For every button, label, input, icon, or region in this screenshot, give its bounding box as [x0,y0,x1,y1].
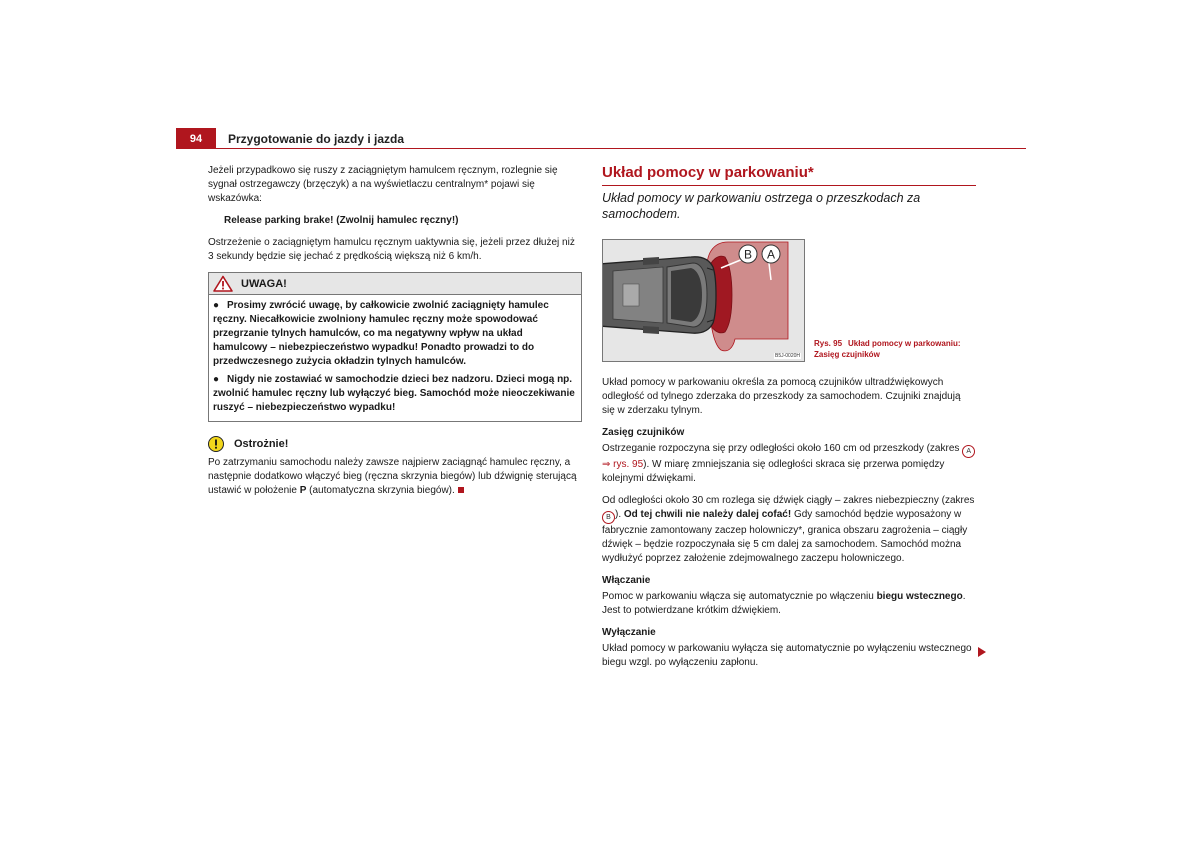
paragraph-handbrake-alarm: Jeżeli przypadkowo się ruszy z zaciągniętym hamulcem ręcznym, rozlegnie się sygnał ostrzegawczy (brzęczyk) a na wyświetlaczu centralnym* pojawi się wskazówka: [208,165,558,204]
caution-text-part: (automatyczna skrzynia biegów). [306,485,455,496]
warning-body [209,295,581,421]
right-column [602,164,976,678]
figure-caption-line1: Układ pomocy w parkowaniu: [848,339,961,348]
parking-sensor-illustration [603,240,804,361]
warning-item [213,373,577,415]
figure-caption-line2: Zasięg czujników [814,350,880,359]
warning-item-text: Prosimy zwrócić uwagę, by całkowicie zwolnić zaciągnięty hamulec ręczny. Niecałkowicie zwolniony hamulec ręczny może spowodować przegrzanie tylnych hamulców, co ma negatywny wpływ na układ hamulcowy – niebezpieczeństwo wypadku! Ponadto prowadzi to do przedwczesnego zużycia okładzin tylnych hamulców. [213,300,549,367]
caution-header [208,436,582,452]
paragraph-intro: Układ pomocy w parkowaniu określa za pomocą czujników ultradźwiękowych odległość od tylnego zderzaka do przeszkody za samochodem. Czujniki znajdują się w zderzaku tylnym. [602,377,961,416]
text-part: ). W miarę zmniejszania się odległości skraca się przerwa pomiędzy kolejnymi dźwiękami. [602,459,945,484]
figure-reference-link[interactable]: ⇒ rys. 95 [602,459,644,470]
figure [602,239,976,362]
section-subtitle: Układ pomocy w parkowaniu ostrzega o przeszkodach za samochodem. [602,191,921,221]
caution-text-part: Po zatrzymaniu samochodu należy zawsze najpierw zaciągnąć hamulec ręczny, a następnie dodatkowo włączyć bieg (ręczna skrzynia biegów) lub dźwignię sterującą ustawić w położenie [208,457,577,496]
warning-item-text: Nigdy nie zostawiać w samochodzie dzieci bez nadzoru. Dzieci mogą np. zwolnić hamulec ręczny lub wyłączyć bieg. Samochód może nieoczekiwanie ruszyć – niebezpieczeństwo wypadku! [213,374,575,413]
figure-label-a: A [766,247,776,262]
warning-item [213,299,577,369]
figure-code: B5J-0020H [774,353,800,359]
display-message: Release parking brake! (Zwolnij hamulec ręczny!) [224,215,459,226]
page-number: 94 [176,128,216,149]
warning-box [208,272,582,422]
warning-header [209,273,581,295]
warning-triangle-icon [213,275,233,292]
header-rule [216,148,1026,149]
bullet-icon: ● [213,374,220,385]
paragraph-switch-off: Układ pomocy w parkowaniu wyłącza się automatycznie po wyłączeniu wstecznego biegu wzgl. po wyłączeniu zapłonu. [602,643,972,668]
text-part: . Jest to potwierdzane krótkim dźwiękiem. [602,591,966,616]
heading-switch-on: Włączanie [602,575,651,586]
next-page-arrow-icon [978,647,986,657]
exclamation-circle-icon [208,436,224,452]
caution-text-bold: P [299,485,307,496]
heading-sensor-range: Zasięg czujników [602,427,685,438]
text-part: Gdy samochód będzie wyposażony w fabrycznie zamontowany zaczep holowniczy*, granica obszaru zagrożenia – ciągły dźwięk – będzie rozpoczynała się 5 cm dalej za samochodem. Samochód można wydłużyć poprzez założenie zdejmowalnego zaczepu holowniczego. [602,509,968,564]
text-part: Od odległości około 30 cm rozlega się dźwięk ciągły – zakres niebezpieczny (zakres [602,495,975,506]
warning-title: UWAGA! [241,277,287,290]
text-bold: biegu wstecznego [876,591,963,602]
ref-label-b: B [602,511,615,524]
text-bold: Od tej chwili nie należy dalej cofać! [623,509,792,520]
bullet-icon: ● [213,300,220,311]
text-part: ). [615,509,624,520]
left-column [208,164,582,506]
figure-image [602,239,805,362]
figure-number: Rys. 95 [814,339,843,348]
paragraph-warning-condition: Ostrzeżenie o zaciągniętym hamulcu ręcznym uaktywnia się, jeżeli przez dłużej niż 3 sekundy będzie się jechać z prędkością większą niż 6 km/h. [208,237,575,262]
caution-text [208,456,582,498]
running-title: Przygotowanie do jazdy i jazda [228,132,405,146]
section-title: Układ pomocy w parkowaniu* [602,164,976,186]
text-part: Ostrzeganie rozpoczyna się przy odległości około 160 cm od przeszkody (zakres [602,443,963,454]
end-square-icon [458,487,464,493]
paragraph-range-a [602,442,976,486]
heading-switch-off: Wyłączanie [602,627,656,638]
paragraph-switch-on [602,590,976,618]
text-part: Pomoc w parkowaniu włącza się automatycznie po włączeniu [602,591,877,602]
ref-label-a: A [962,445,975,458]
figure-label-b: B [743,247,753,262]
figure-caption [814,338,961,362]
caution-title: Ostrożnie! [234,438,289,450]
paragraph-range-b [602,494,976,566]
